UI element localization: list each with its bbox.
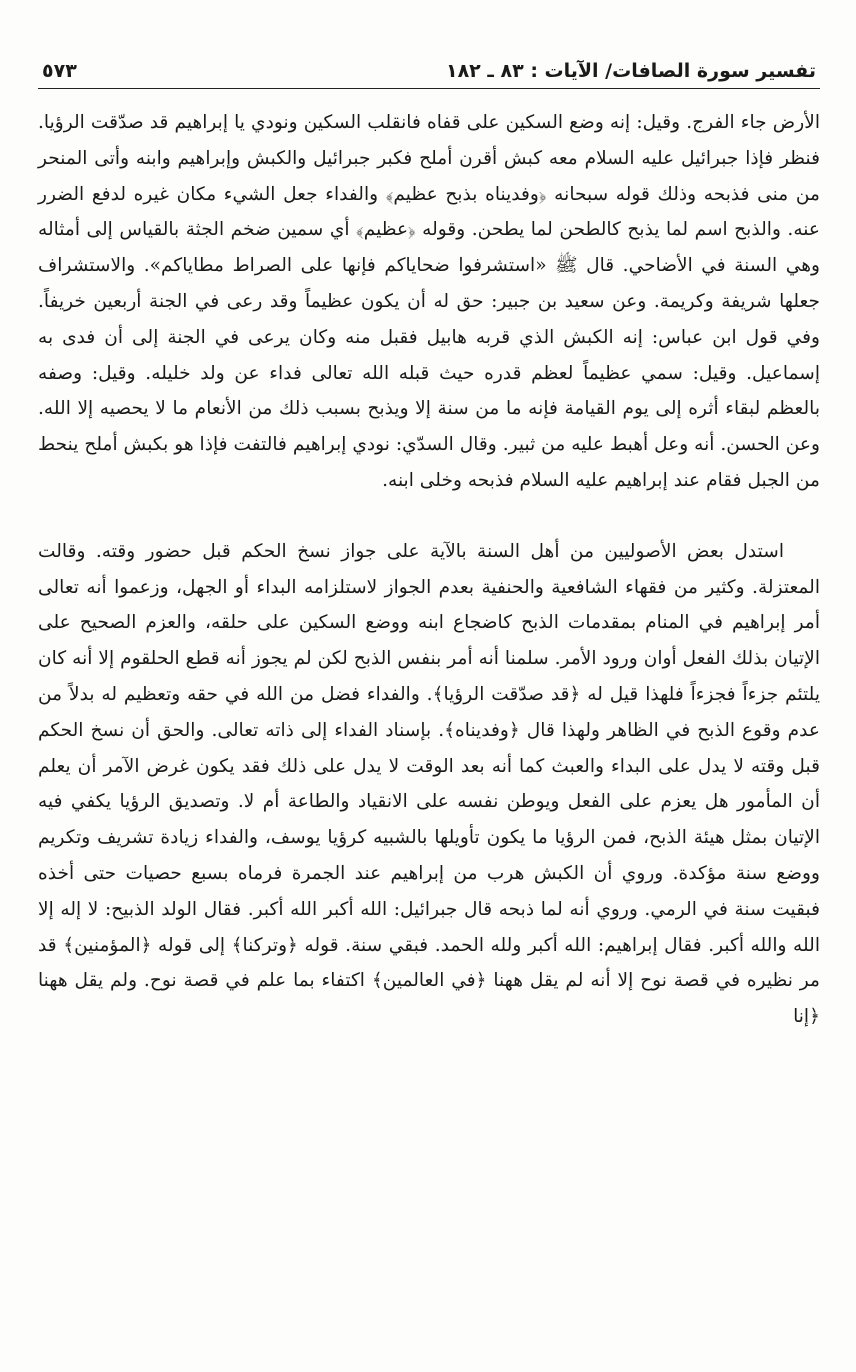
- book-page: [38, 52, 820, 1035]
- paragraph-2: استدل بعض الأصوليين من أهل السنة بالآية على جواز نسخ الحكم قبل حضور وقته. وقالت المعتزلة. وكثير من فقهاء الشافعية والحنفية بعدم الجواز لاستلزامه البداء أو الجهل، وزعموا أنه تعالى أمر إبراهيم في المنام بمقدمات الذبح كاضجاع ابنه ووضع السكين على حلقه، والعزم الصحيح على الإتيان بذلك الفعل أوان ورود الأمر. سلمنا أنه أمر بنفس الذبح لكن لم يجوز أنه قطع الحلقوم إلا أنه كان يلتئم جزءاً فجزءاً فلهذا قيل له ﴿قد صدّقت الرؤيا﴾. والفداء فضل من الله في حقه وتعظيم له بدلاً من عدم وقوع الذبح في الظاهر ولهذا قال ﴿وفديناه﴾. بإسناد الفداء إلى ذاته تعالى. والحق أن نسخ الحكم قبل وقته لا يدل على البداء والعبث كما أنه بعد الوقت لا يدل على ذلك فقد يكون غرض الآمر أن يعلم أن المأمور هل يعزم على الفعل ويوطن نفسه على الانقياد والطاعة أم لا. وتصديق الرؤيا يكفي فيه الإتيان بمثل هيئة الذبح، فمن الرؤيا ما يكون تأويلها بالشبيه كرؤيا يوسف، والفداء زيادة تشريف وتكريم ووضع سنة مؤكدة. وروي أن الكبش هرب من إبراهيم عند الجمرة فرماه بسبع حصيات حتى أخذه فبقيت سنة في الرمي. وروي أنه لما ذبحه قال جبرائيل: الله أكبر الله أكبر. فقال الولد الذبيح: لا إله إلا الله والله أكبر. فقال إبراهيم: الله أكبر ولله الحمد. فبقي سنة. قوله ﴿وتركنا﴾ إلى قوله ﴿المؤمنين﴾ قد مر نظيره في قصة نوح إلا أنه لم يقل ههنا ﴿في العالمين﴾ اكتفاء بما علم في قصة نوح. ولم يقل ههنا ﴿إنا: [38, 540, 820, 1028]
- running-header: [38, 52, 820, 89]
- header-title: تفسير سورة الصافات/ الآيات : ٨٣ ـ ١٨٢: [445, 60, 816, 82]
- page-number: ٥٧٣: [42, 60, 77, 82]
- paragraph-1: الأرض جاء الفرج. وقيل: إنه وضع السكين على قفاه فانقلب السكين ونودي يا إبراهيم قد صدّقت الرؤيا. فنظر فإذا جبرائيل عليه السلام معه كبش أقرن أملح فكبر جبرائيل والكبش وإبراهيم وابنه وأتى المنحر من منى فذبحه وذلك قوله سبحانه ﴿وفديناه بذبح عظيم﴾ والفداء جعل الشيء مكان غيره لدفع الضرر عنه. والذبح اسم لما يذبح كالطحن لما يطحن. وقوله ﴿عظيم﴾ أي سمين ضخم الجثة بالقياس إلى أمثاله وهي السنة في الأضاحي. قال ﷺ «استشرفوا ضحاياكم فإنها على الصراط مطاياكم». والاستشراف جعلها شريفة وكريمة. وعن سعيد بن جبير: حق له أن يكون عظيماً وقد رعى في الجنة أربعين خريفاً. وفي قول ابن عباس: إنه الكبش الذي قربه هابيل فقبل منه وكان يرعى في الجنة إلى أن فدى به إسماعيل. وقيل: سمي عظيماً لعظم قدره حيث قبله الله تعالى فداء عن ولد خليله. وقيل: وصفه بالعظم لبقاء أثره إلى يوم القيامة فإنه ما من سنة إلا ويذبح بسبب ذلك من الأنعام ما لا يحصيه إلا الله. وعن الحسن. أنه وعل أهبط عليه من ثبير. وقال السدّي: نودي إبراهيم فالتفت فإذا هو بكبش أملح ينحط من الجبل فقام عند إبراهيم عليه السلام فذبحه وخلى ابنه.: [38, 112, 820, 491]
